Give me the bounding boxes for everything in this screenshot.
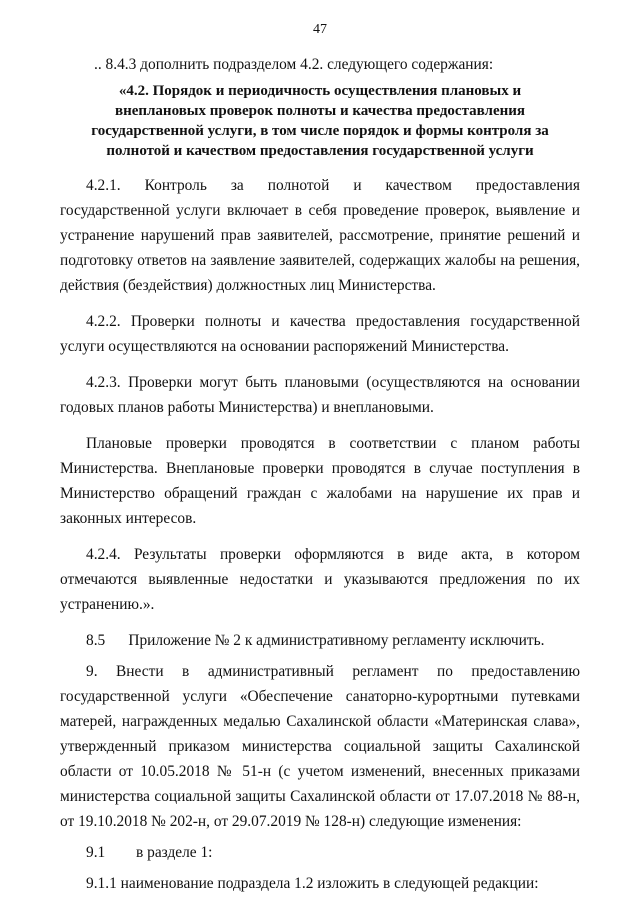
paragraph-9 xyxy=(60,659,580,834)
text-line: 9. Внести в административный регламент по предоставлению xyxy=(86,663,580,680)
text-line: устранению.». xyxy=(60,596,155,613)
paragraph-planned-checks xyxy=(60,431,580,531)
intro-line: .. 8.4.3 дополнить подразделом 4.2. следующего содержания: xyxy=(94,56,494,73)
heading-line: внеплановых проверок полноты и качества предоставления xyxy=(114,103,526,119)
text-line: законных интересов. xyxy=(60,510,197,527)
paragraph-8-5: 8.5 Приложение № 2 к административному регламенту исключить. xyxy=(86,632,545,649)
text-line: от 19.10.2018 № 202-н, от 29.07.2019 № 128-н) следующие изменения: xyxy=(60,813,522,830)
text-line: услуги осуществляются на основании распоряжений Министерства. xyxy=(60,338,509,355)
text-line: устранение нарушений прав заявителей, рассмотрение, принятие решений и xyxy=(60,227,580,244)
paragraph-4-2-3 xyxy=(60,370,580,420)
text-line: Министерство обращений граждан с жалобами на нарушение их прав и xyxy=(60,485,580,502)
document-body xyxy=(60,52,580,896)
page-number: 47 xyxy=(313,22,327,37)
heading-line: «4.2. Порядок и периодичность осуществления плановых и xyxy=(118,83,522,99)
heading-line: государственной услуги, в том числе порядок и формы контроля за xyxy=(91,123,549,139)
text-line: годовых планов работы Министерства) и внеплановыми. xyxy=(60,399,434,416)
section-heading xyxy=(60,81,580,161)
text-line: 4.2.2. Проверки полноты и качества предоставления государственной xyxy=(86,313,580,330)
paragraph-9-1: 9.1 в разделе 1: xyxy=(86,844,213,861)
text-line: области от 10.05.2018 № 51-н (с учетом изменений, внесенных приказами xyxy=(60,763,580,780)
text-line: подготовку ответов на заявление заявителей, содержащих жалобы на решения, xyxy=(60,252,580,269)
paragraph-9-1-1: 9.1.1 наименование подраздела 1.2 изложить в следующей редакции: xyxy=(86,875,539,892)
heading-line: полнотой и качеством предоставления государственной услуги xyxy=(106,143,534,159)
text-line: Плановые проверки проводятся в соответствии с планом работы xyxy=(86,435,580,452)
text-line: 4.2.1. Контроль за полнотой и качеством предоставления xyxy=(86,177,580,194)
text-line: государственной услуги «Обеспечение санаторно-курортными путевками xyxy=(60,688,580,705)
text-line: утвержденный приказом министерства социальной защиты Сахалинской xyxy=(60,738,580,755)
text-line: Министерства. Внеплановые проверки проводятся в случае поступления в xyxy=(60,460,580,477)
text-line: 4.2.3. Проверки могут быть плановыми (осуществляются на основании xyxy=(86,374,580,391)
text-line: отмечаются выявленные недостатки и указываются предложения по их xyxy=(60,571,580,588)
paragraph-4-2-1 xyxy=(60,173,580,298)
text-line: матерей, награжденных медалью Сахалинской области «Материнская слава», xyxy=(60,713,580,730)
text-line: действия (бездействия) должностных лиц Министерства. xyxy=(60,277,436,294)
text-line: министерства социальной защиты Сахалинской области от 17.07.2018 № 88-н, xyxy=(60,788,580,805)
text-line: 4.2.4. Результаты проверки оформляются в виде акта, в котором xyxy=(86,546,580,563)
paragraph-4-2-4 xyxy=(60,542,580,617)
text-line: государственной услуги включает в себя проведение проверок, выявление и xyxy=(60,202,580,219)
paragraph-4-2-2 xyxy=(60,309,580,359)
